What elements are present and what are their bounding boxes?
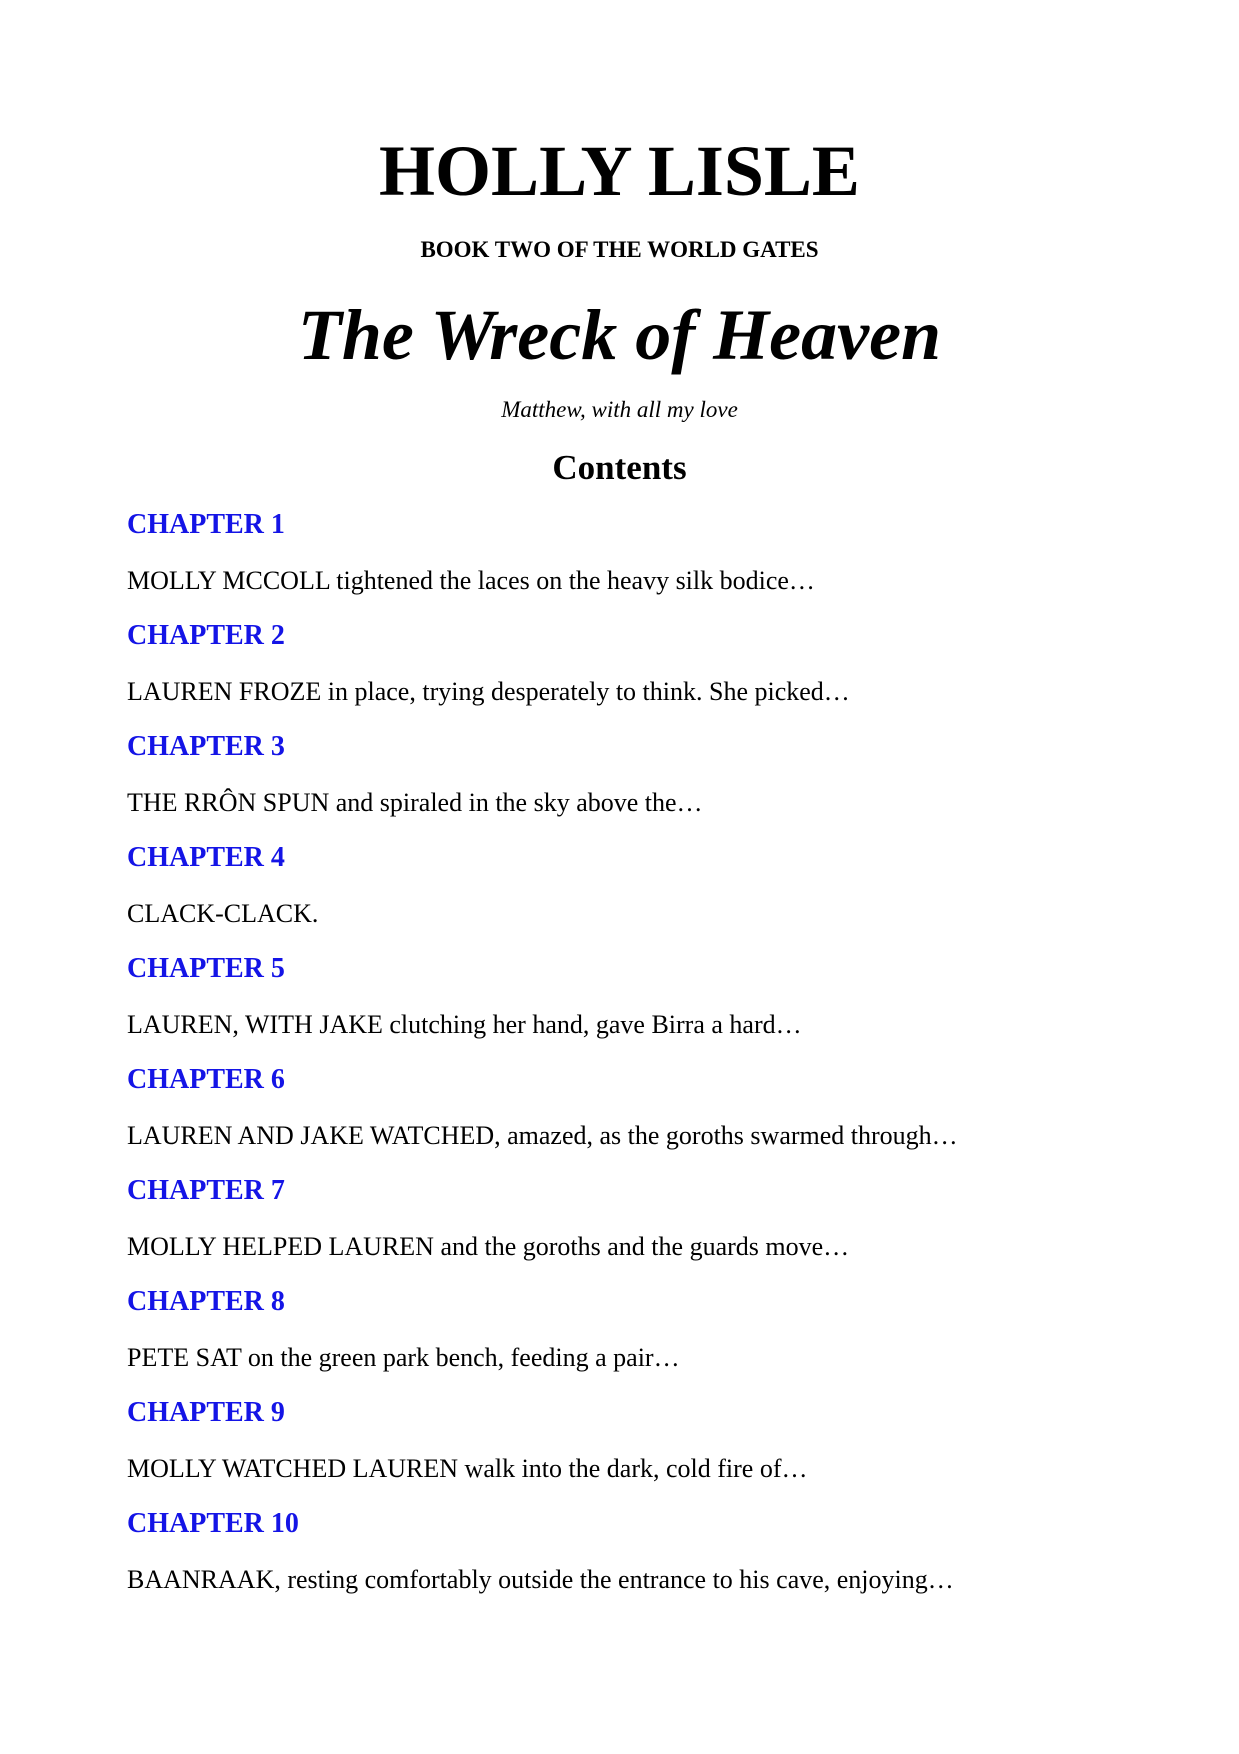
- chapter-10-link[interactable]: CHAPTER 10: [127, 1508, 299, 1539]
- chapter-1-link[interactable]: CHAPTER 1: [127, 509, 285, 540]
- chapter-5-excerpt: LAUREN, WITH JAKE clutching her hand, gave Birra a hard…: [127, 1010, 802, 1039]
- dedication: Matthew, with all my love: [501, 397, 738, 422]
- toc-entry: [127, 508, 1127, 619]
- toc-entry: [127, 841, 1127, 952]
- table-of-contents: [127, 508, 1127, 1618]
- toc-entry: [127, 952, 1127, 1063]
- chapter-9-excerpt: MOLLY WATCHED LAUREN walk into the dark, cold fire of…: [127, 1454, 808, 1483]
- toc-entry: [127, 619, 1127, 730]
- chapter-1-excerpt: MOLLY MCCOLL tightened the laces on the heavy silk bodice…: [127, 566, 815, 595]
- chapter-8-link[interactable]: CHAPTER 8: [127, 1286, 285, 1317]
- chapter-6-excerpt: LAUREN AND JAKE WATCHED, amazed, as the goroths swarmed through…: [127, 1121, 958, 1150]
- toc-entry: [127, 1396, 1127, 1507]
- chapter-9-link[interactable]: CHAPTER 9: [127, 1397, 285, 1428]
- toc-entry: [127, 1507, 1127, 1618]
- toc-entry: [127, 1174, 1127, 1285]
- chapter-10-excerpt: BAANRAAK, resting comfortably outside the entrance to his cave, enjoying…: [127, 1565, 954, 1594]
- chapter-8-excerpt: PETE SAT on the green park bench, feeding a pair…: [127, 1343, 680, 1372]
- chapter-4-link[interactable]: CHAPTER 4: [127, 842, 285, 873]
- chapter-7-excerpt: MOLLY HELPED LAUREN and the goroths and the guards move…: [127, 1232, 850, 1261]
- toc-entry: [127, 730, 1127, 841]
- chapter-7-link[interactable]: CHAPTER 7: [127, 1175, 285, 1206]
- series-subtitle: BOOK TWO OF THE WORLD GATES: [420, 237, 819, 262]
- toc-entry: [127, 1285, 1127, 1396]
- chapter-2-excerpt: LAUREN FROZE in place, trying desperately to think. She picked…: [127, 677, 850, 706]
- chapter-3-excerpt: THE RRÔN SPUN and spiraled in the sky above the…: [127, 788, 703, 817]
- book-title: The Wreck of Heaven: [297, 295, 942, 375]
- chapter-3-link[interactable]: CHAPTER 3: [127, 731, 285, 762]
- author-name: HOLLY LISLE: [379, 131, 860, 211]
- chapter-4-excerpt: CLACK-CLACK.: [127, 899, 319, 928]
- toc-entry: [127, 1063, 1127, 1174]
- contents-heading: Contents: [552, 448, 687, 487]
- chapter-2-link[interactable]: CHAPTER 2: [127, 620, 285, 651]
- chapter-6-link[interactable]: CHAPTER 6: [127, 1064, 285, 1095]
- chapter-5-link[interactable]: CHAPTER 5: [127, 953, 285, 984]
